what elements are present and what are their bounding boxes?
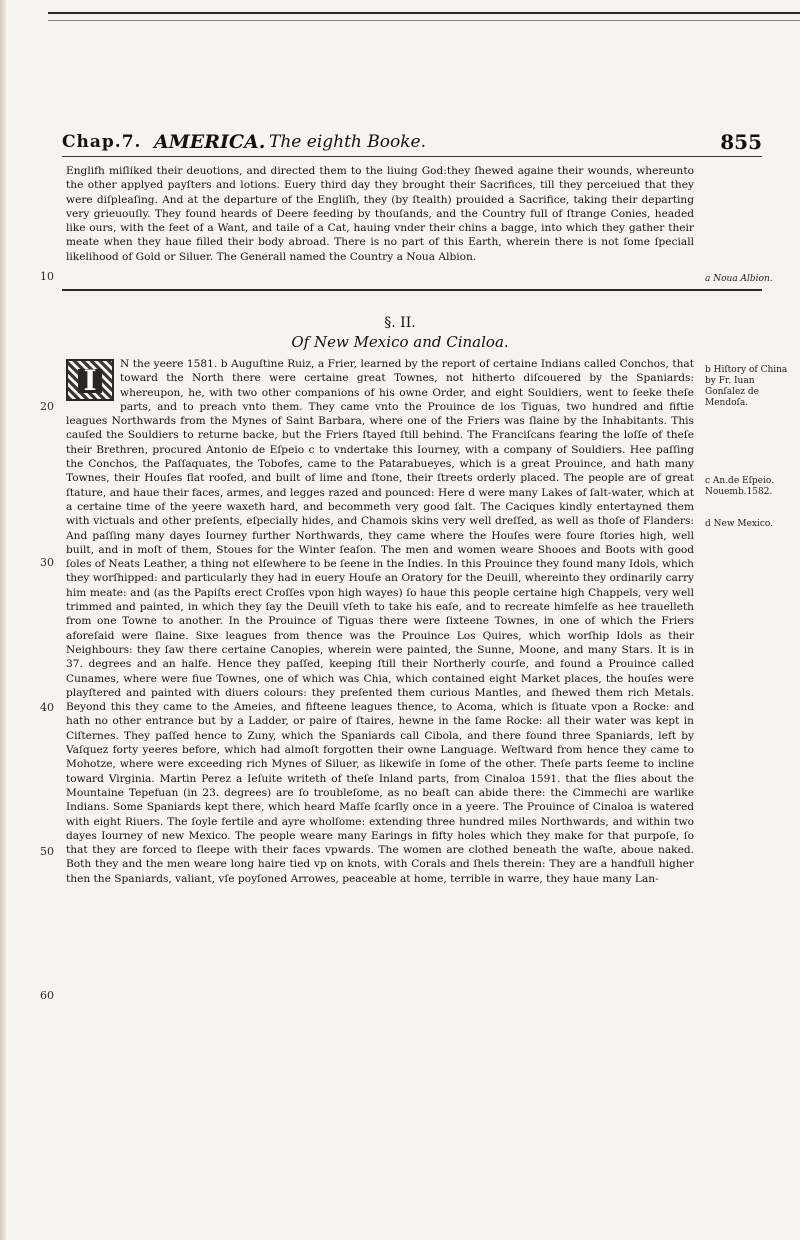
line-number: 50 xyxy=(40,845,54,858)
line-number: 60 xyxy=(40,989,54,1002)
margin-note-c: c An.de Eſpeio. Nouemb.1582. xyxy=(705,476,774,497)
line-number: 10 xyxy=(40,270,54,283)
top-border-rule xyxy=(48,12,800,14)
section-title: Of New Mexico and Cinaloa. xyxy=(291,333,509,351)
line-number: 20 xyxy=(40,400,54,413)
decorated-initial xyxy=(66,359,114,401)
chapter-label: Chap.7. xyxy=(62,132,142,152)
page-binding-edge xyxy=(0,0,6,1240)
running-header xyxy=(62,128,782,158)
top-border-rule-thin xyxy=(48,20,800,21)
line-number: 30 xyxy=(40,556,54,569)
header-rule xyxy=(62,156,762,157)
main-paragraph xyxy=(66,357,694,1113)
page-number: 855 xyxy=(720,130,762,154)
intro-paragraph: Englifh miſliked their deuotions, and directed them to the liuing God:they ſhewed againe their wounds, whereunto the other applyed payſters and lotions. Euery third day they brought their Sacrifices, till they perceiued that they were diſpleaſing. And at the departure of the Engliſh, they (by ſtealth) prouided a Sacrifice, taking their departing very grieuouſly. They found heards of Deere feeding by thouſands, and the Country full of ſtrange Conies, headed like ours, with the feet of a Want, and taile of a Cat, hauing vnder their chins a bagge, into which they gather their meate when they haue filled their body abroad. There is no part of this Earth, wherein there is not ſome ſpeciall likelihood of Gold or Siluer. The Generall named the Country a Noua Albion. xyxy=(66,165,694,263)
line-number: 40 xyxy=(40,701,54,714)
margin-note-d: d New Mexico. xyxy=(705,519,774,529)
main-paragraph-text: N the yeere 1581. b Auguſtine Ruiz, a Frier, learned by the report of certaine Indians called Conchos, that toward the North there were certaine great Townes, not hitherto diſcouered by the Spaniards: whereupon, he, with two other companions of his owne Order, and eight Souldiers, went to ſeeke theſe parts, and to preach vnto them. They came vnto the Prouince de los Tiguas, two hundred and fiftie leagues Northwards from the Mynes of Saint Barbara, where one of the Friers was ſlaine by the Inhabitants. This cauſed the Souldiers to returne backe, but the Friers ſtayed ſtill behind. The Franciſcans fearing the loſſe of theſe their Brethren, procured Antonio de Eſpeio c to vndertake this Iourney, with a company of Souldiers. Hee paſſing the Conchos, the Paſſaquates, the Tobofes, came to the Patarabueyes, which is a great Prouince, and hath many Townes, their Houſes flat roofed, and built of lime and ſtone, their ſtreets orderly placed. The people are of great ſtature, and haue their faces, armes, and legges razed and pounced: Here d were many Lakes of ſalt-water, which at a certaine time of the yeere waxeth hard, and becommeth very good ſalt. The Caciques kindly entertayned them with victuals and other preſents, eſpecially hides, and Chamois skins very well dreſſed, as well as thoſe of Flanders: And paſſing many dayes Iourney further Northwards, they came where the Houſes were foure ſtories high, well built, and in moſt of them, Stoues for the Winter ſeaſon. The men and women weare Shooes and Boots with good ſoles of Neats Leather, a thing not elſewhere to be ſeene in the Indies. In this Prouince they found many Idols, which they worſhipped: and particularly they had in euery Houſe an Oratory for the Deuill, whereinto they ordinarily carry him meate: and (as the Papiſts erect Croſſes vpon high wayes) ſo haue this people certaine high Chappels, very well trimmed and painted, in which they ſay the Deuill vſeth to take his eaſe, and to recreate himſelfe as hee trauelleth from one Towne to another. In the Prouince of Tiguas there were ſixteene Townes, in one of which the Friers aforeſaid were ſlaine. Sixe leagues from thence was the Prouince Los Quires, which worſhip Idols as their Neighbours: they ſaw there certaine Canopies, wherein were painted, the Sunne, Moone, and many Stars. It is in 37. degrees and an halfe. Hence they paſſed, keeping ſtill their Northerly courſe, and found a Prouince called Cunames, where were fiue Townes, one of which was Chia, which contained eight Market places, the houſes were playſtered and painted with diuers colours: they preſented them curious Mantles, and ſhewed them rich Metals. Beyond this they came to the Ameies, and fifteene leagues thence, to Acoma, which is ſituate vpon a Rocke: and hath no other entrance but by a Ladder, or paire of ſtaires, hewne in the ſame Rocke: all their water was kept in Ciſternes. They paſſed hence to Zuny, which the Spaniards call Cibola, and there found three Spaniards, left by Vaſquez forty yeeres before, which had almoſt forgotten their owne Language. Weſtward from hence they came to Mohotze, where were exceeding rich Mynes of Siluer, as likewiſe in ſome of the other. Theſe parts ſeeme to incline toward Virginia. Martin Perez a Ieſuite writeth of theſe Inland parts, from Cinaloa 1591. that the flies about the Mountaine Tepefuan (in 23. degrees) are ſo troubleſome, as no beaſt can abide there: the Cimmechi are warlike Indians. Some Spaniards kept there, which heard Maſſe ſcarſly once in a yeere. The Prouince of Cinaloa is watered with eight Riuers. The ſoyle fertile and ayre wholſome: extending three hundred miles Northwards, and within two dayes Iourney of new Mexico. The people weare many Earings in fifty holes which they make for that purpoſe, ſo that they are forced to ſleepe with their faces vpwards. The women are clothed beneath the waſte, aboue naked. Both they and the men weare long haire tied vp on knots, with Corals and ſhels therein: They are a handfull higher then the Spaniards, valiant, vſe poyſoned Arrowes, peaceable at home, terrible in warre, they haue many Lan- xyxy=(66,358,694,885)
margin-note-b: b Hiſtory of China by Fr. Iuan Gonſalez de Mendoſa. xyxy=(705,365,788,408)
book-part-title: The eighth Booke. xyxy=(269,132,426,152)
section-divider xyxy=(62,289,762,291)
section-number: §. II. xyxy=(384,315,416,331)
book-title: AMERICA. xyxy=(154,131,266,153)
margin-note-a: a Noua Albion. xyxy=(705,274,773,284)
dropcap-letter: I xyxy=(78,369,102,393)
